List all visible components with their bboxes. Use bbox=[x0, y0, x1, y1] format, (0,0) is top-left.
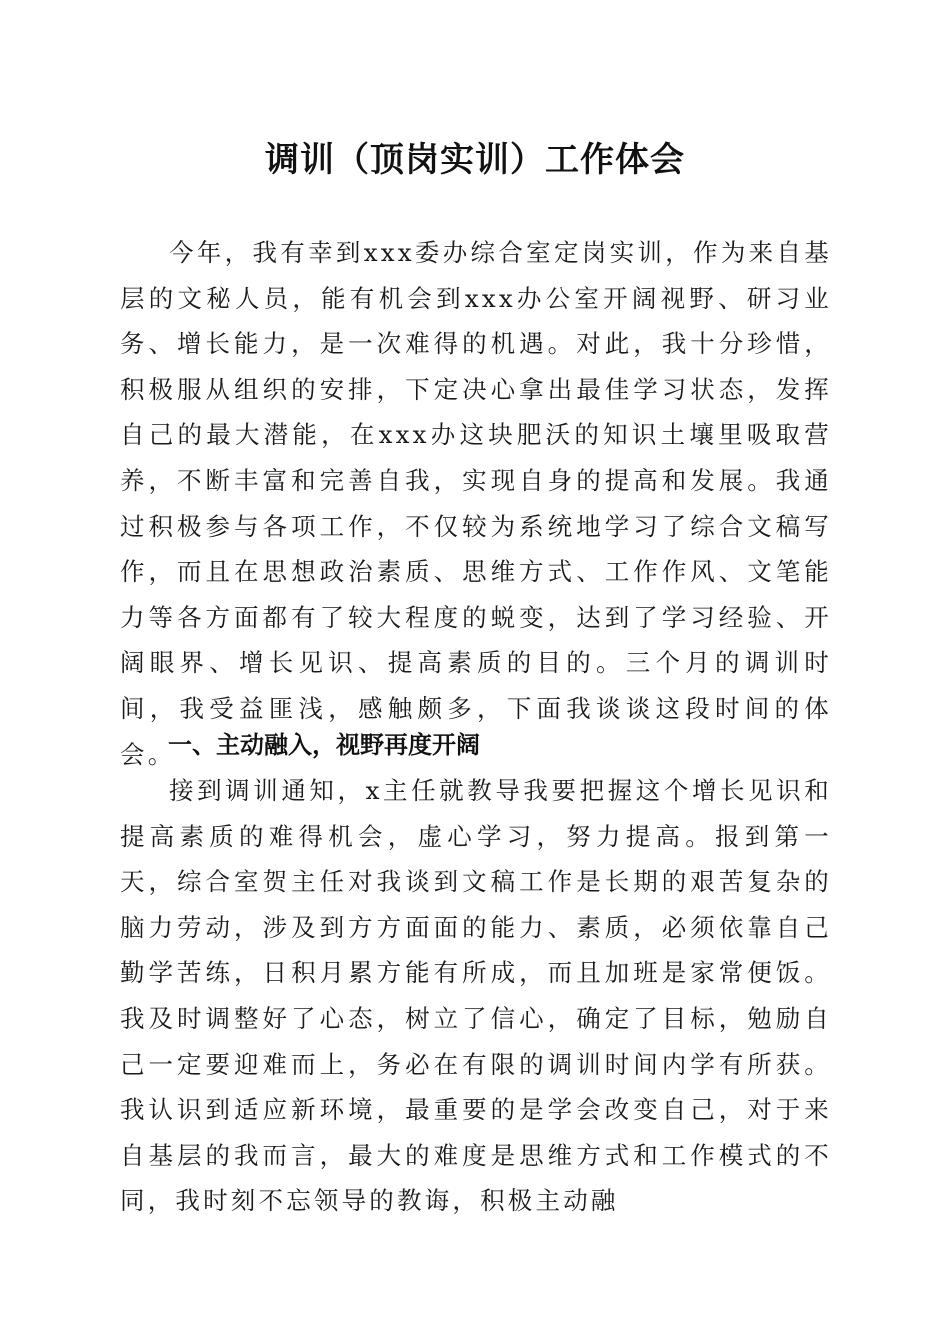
section-paragraph: 接到调训通知，x主任就教导我要把握这个增长见识和提高素质的难得机会，虚心学习，努力提高。报到第一天，综合室贺主任对我谈到文稿工作是长期的艰苦复杂的脑力劳动，涉及到方方面面的能力、素质，必须依靠自己勤学苦练，日积月累方能有所成，而且加班是家常便饭。我及时调整好了心态，树立了信心，确定了目标，勉励自己一定要迎难而上，务必在有限的调训时间内学有所获。我认识到适应新环境，最重要的是学会改变自己，对于来自基层的我而言，最大的难度是思维方式和工作模式的不同，我时刻不忘领导的教诲，积极主动融 bbox=[120, 776, 832, 1216]
intro-paragraph: 今年，我有幸到xxx委办综合室定岗实训，作为来自基层的文秘人员，能有机会到xxx办公室开阔视野、研习业务、增长能力，是一次难得的机遇。对此，我十分珍惜，积极服从组织的安排，下定决心拿出最佳学习状态，发挥自己的最大潜能，在xxx办这块肥沃的知识土壤里吸取营养，不断丰富和完善自我，实现自身的提高和发展。我通过积极参与各项工作，不仅较为系统地学习了综合文稿写作，而且在思想政治素质、思维方式、工作作风、文笔能力等各方面都有了较大程度的蜕变，达到了学习经验、开阔眼界、增长见识、提高素质的目的。三个月的调训时间，我受益匪浅，感触颇多，下面我谈谈这段时间的体会。 bbox=[120, 238, 832, 769]
document-title: 调训（顶岗实训）工作体会 bbox=[265, 140, 685, 180]
section-heading: 一、主动融入，视野再度开阔 bbox=[168, 731, 480, 759]
